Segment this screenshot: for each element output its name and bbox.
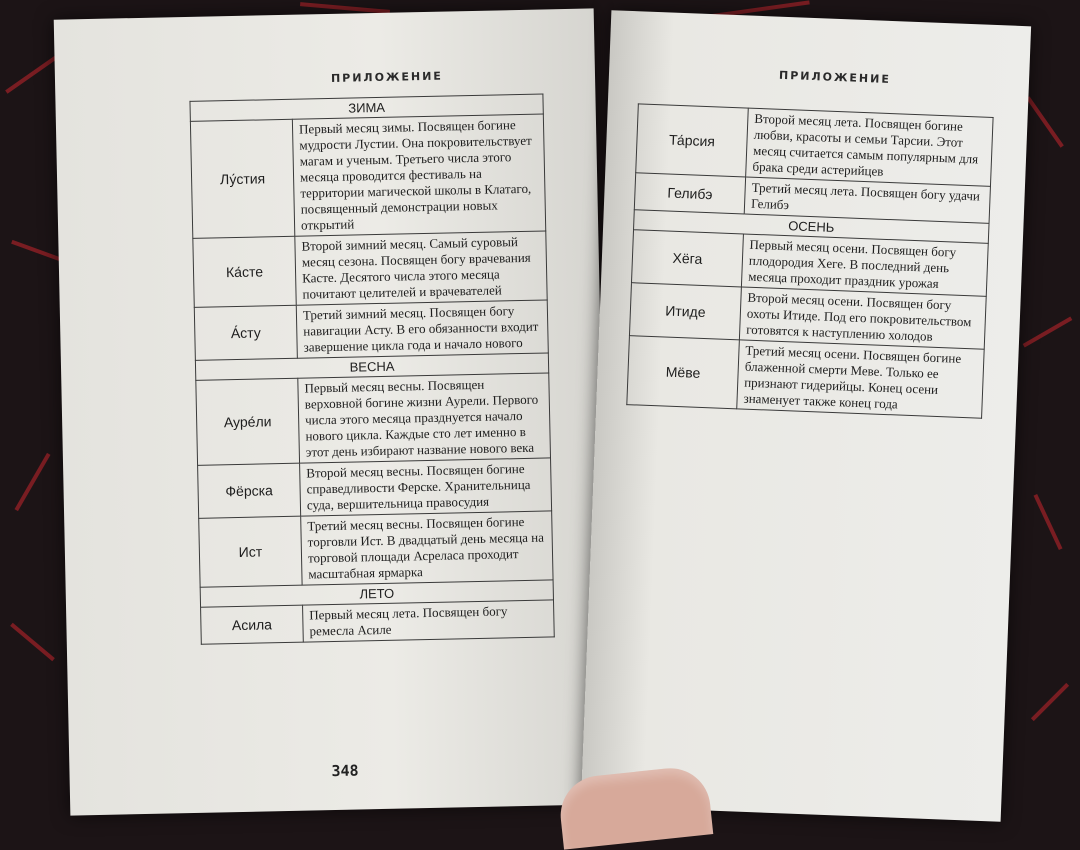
running-head-right: ПРИЛОЖЕНИЕ (778, 68, 892, 87)
month-row (196, 373, 551, 465)
month-name: Асила (201, 605, 304, 644)
month-row (199, 511, 553, 587)
month-name: Хёга (631, 230, 743, 287)
month-name: Фёрска (198, 463, 301, 518)
background-stripe (1031, 683, 1069, 721)
month-name: Гелибэ (634, 173, 745, 214)
background-stripe (1023, 317, 1073, 348)
running-head-left: ПРИЛОЖЕНИЕ (330, 69, 444, 85)
month-description: Третий месяц весны. Посвящен богине торговли Ист. В двадцатый день месяца на торговой площади Асрелаcа проходит масштабная ярмарка (301, 511, 553, 585)
background-stripe (1034, 494, 1063, 550)
month-row (627, 336, 984, 419)
background-stripe (1026, 96, 1064, 147)
month-name: Та́рсия (636, 104, 749, 177)
month-name: Ауре́ли (196, 378, 300, 465)
month-name: Мёве (627, 336, 740, 409)
month-description: Третий месяц осени. Посвящен богине блаженной смерти Меве. Только ее признают гидерийцы. Конец осени знаменует также конец года (737, 340, 984, 418)
months-table-right (626, 103, 993, 418)
month-row (201, 600, 555, 644)
month-description: Первый месяц весны. Посвящен верховной богине жизни Аурели. Первого числа этого месяца празднуется начало нового цикла. Каждые сто лет именно в этот день избирают название нового века (298, 373, 551, 463)
page-number: 348 (331, 761, 359, 781)
months-table-left (189, 94, 554, 645)
month-name: Ист (199, 516, 302, 587)
month-description: Третий зимний месяц. Посвящен богу навигации Асту. В его обязанности входит завершение цикла года и начало нового (296, 300, 548, 358)
background-stripe (10, 623, 55, 661)
season-heading: ВЕСНА (195, 353, 548, 380)
month-row (194, 300, 548, 360)
season-heading: ЗИМА (190, 94, 543, 121)
month-description: Второй месяц лета. Посвящен богине любви, красоты и семьи Тарсии. Этот месяц считается самым популярным для брака среди астерийцев (746, 108, 993, 186)
month-description: Первый месяц осени. Посвящен богу плодородия Хеге. В последний день месяца проходит праздник урожая (741, 234, 988, 296)
month-name: Ка́сте (193, 236, 296, 307)
month-name: А́сту (194, 305, 297, 360)
month-description: Первый месяц зимы. Посвящен богине мудрости Лустии. Она покровительствует магам и ученым. Третьего числа этого месяца проводится фестиваль на территории магической школы в Клатаго, посвященный демонстрации новых открытий (292, 114, 545, 236)
month-description: Третий месяц лета. Посвящен богу удачи Гелибэ (744, 177, 990, 223)
month-row (193, 231, 547, 307)
month-name: Лу́стия (190, 119, 294, 238)
background-stripe (15, 453, 51, 511)
month-description: Второй месяц весны. Посвящен богине справедливости Ферске. Хранительница суда, вершительница правосудия (300, 458, 552, 516)
month-row (190, 114, 545, 238)
month-name: Итиде (629, 283, 741, 340)
month-description: Второй зимний месяц. Самый суровый месяц сезона. Посвящен богу врачевания Касте. Десятого числа этого месяца почитают целителей и врачевателей (295, 231, 547, 305)
left-page (54, 8, 611, 815)
season-heading: ЛЕТО (200, 580, 553, 607)
month-description: Первый месяц лета. Посвящен богу ремесла Асиле (303, 600, 555, 642)
month-description: Второй месяц осени. Посвящен богу охоты Итиде. Под его покровительством готовятся к наступлению холодов (739, 287, 986, 349)
right-page (581, 10, 1031, 822)
season-heading: ОСЕНЬ (634, 210, 990, 244)
month-row (198, 458, 552, 518)
